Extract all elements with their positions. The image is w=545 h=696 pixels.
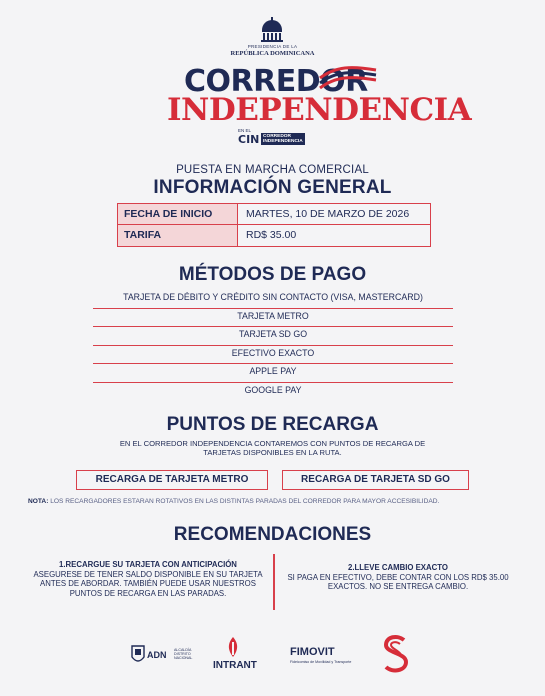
recomendaciones-title: RECOMENDACIONES (173, 524, 372, 545)
list-item: TARJETA METRO (93, 309, 453, 328)
list-item: EFECTIVO EXACTO (93, 346, 453, 365)
list-item: TARJETA SD GO (93, 327, 453, 346)
s-logo-icon (381, 634, 411, 674)
nota-text: LOS RECARGADORES ESTARAN ROTATIVOS EN LAS DISTINTAS PARADAS DEL CORREDOR PARA MAYOR ACCESIBILIDAD. (48, 498, 440, 505)
recomendacion-1-body: ASEGURESE DE TENER SALDO DISPONIBLE EN SU TARJETA ANTES DE ABORDAR. TAMBIÉN PUEDE USAR NUESTROS PUNTOS DE RECARGA EN LAS PARADAS. (33, 569, 263, 598)
nota-label: NOTA: (28, 498, 49, 505)
recarga-sdgo-box: RECARGA DE TARJETA SD GO (282, 470, 469, 490)
metodos-list (93, 290, 453, 401)
sub-logo-en-el: EN EL (238, 128, 252, 133)
adn-logo-text: ADN (147, 650, 167, 660)
recomendacion-2-head: 2.LLEVE CAMBIO EXACTO (348, 563, 448, 572)
info-row-fecha (118, 204, 430, 225)
fimovit-logo-text: FIMOVIT (290, 646, 335, 658)
logo-corredor: CORREDOR (184, 64, 368, 99)
intrant-logo-text: INTRANT (213, 660, 257, 671)
adn-shield-icon (131, 645, 145, 665)
logo-independencia: INDEPENDENCIA (167, 92, 472, 128)
flag-wave-icon (318, 62, 378, 90)
recomendacion-2 (283, 563, 513, 592)
puesta-label: PUESTA EN MARCHA COMERCIAL (176, 164, 369, 176)
recomendacion-1-head: 1.RECARGUE SU TARJETA CON ANTICIPACIÓN (59, 560, 237, 569)
info-title: INFORMACIÓN GENERAL (153, 177, 392, 198)
recomendacion-2-body: SI PAGA EN EFECTIVO, DEBE CONTAR CON LOS RD$ 35.00 EXACTOS. NO SE ENTREGA CAMBIO. (287, 572, 509, 592)
info-row-tarifa (118, 225, 430, 246)
sub-logo-corredor: CORREDOR (263, 134, 291, 139)
metodos-title: MÉTODOS DE PAGO (178, 264, 367, 285)
presidencia-label: PRESIDENCIA DE LA (247, 44, 298, 49)
adn-small-text: ALCALDÍA DISTRITO NACIONAL (174, 648, 193, 661)
list-item: TARJETA DE DÉBITO Y CRÉDITO SIN CONTACTO (VISA, MASTERCARD) (93, 290, 453, 309)
recarga-metro-box: RECARGA DE TARJETA METRO (76, 470, 268, 490)
republica-label: REPÚBLICA DOMINICANA (230, 50, 315, 57)
fimovit-sub-text: Fideicomiso de Movilidad y Transporte (290, 660, 352, 664)
sub-logo-name (261, 133, 305, 145)
sub-logo-cin: CIN (238, 133, 260, 146)
divider (273, 554, 275, 610)
info-table (117, 203, 431, 247)
puntos-text: EN EL CORREDOR INDEPENDENCIA CONTAREMOS CON PUNTOS DE RECARGA DE TARJETAS DISPONIBLES EN LA RUTA. (119, 439, 426, 457)
intrant-flame-icon (226, 636, 240, 658)
sub-logo-independencia: INDEPENDENCIA (263, 139, 303, 144)
info-key: TARIFA (118, 225, 238, 246)
nota-line (28, 498, 439, 505)
info-value: RD$ 35.00 (246, 229, 297, 241)
national-seal-icon (258, 16, 286, 44)
puntos-title: PUNTOS DE RECARGA (166, 414, 379, 435)
recomendacion-1 (28, 560, 268, 598)
list-item: APPLE PAY (93, 364, 453, 383)
info-key: FECHA DE INICIO (118, 204, 238, 224)
list-item: GOOGLE PAY (244, 384, 302, 395)
info-value: MARTES, 10 DE MARZO DE 2026 (246, 208, 410, 220)
